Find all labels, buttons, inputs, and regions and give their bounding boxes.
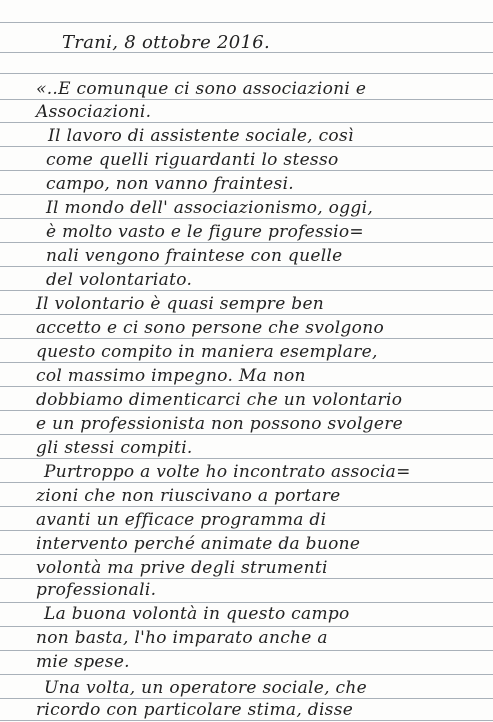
ruled-line (0, 242, 493, 243)
text-line: Il lavoro di assistente sociale, così (48, 126, 354, 146)
date-line: Trani, 8 ottobre 2016. (62, 32, 271, 53)
ruled-line (0, 530, 493, 531)
text-line: Purtroppo a volte ho incontrato associa= (44, 462, 411, 482)
ruled-line (0, 314, 493, 315)
ruled-line (0, 626, 493, 627)
ruled-line (0, 674, 493, 675)
text-line: Una volta, un operatore sociale, che (44, 678, 367, 698)
text-line: mie spese. (36, 652, 130, 672)
text-line: come quelli riguardanti lo stesso (46, 150, 339, 170)
text-line: Il volontario è quasi sempre ben (36, 294, 325, 314)
text-line: col massimo impegno. Ma non (36, 366, 306, 386)
ruled-line (0, 146, 493, 147)
ruled-line (0, 290, 493, 291)
text-line: professionali. (36, 580, 157, 600)
ruled-line (0, 99, 493, 100)
ruled-line (0, 482, 493, 483)
ruled-line (0, 122, 493, 123)
text-line: La buona volontà in questo campo (44, 604, 350, 624)
text-line: volontà ma prive degli strumenti (36, 558, 328, 578)
text-line: accetto e ci sono persone che svolgono (36, 318, 384, 338)
ruled-line (0, 410, 493, 411)
text-line: del volontariato. (46, 270, 193, 290)
text-line: non basta, l'ho imparato anche a (36, 628, 328, 648)
ruled-line (0, 720, 493, 721)
ruled-line (0, 266, 493, 267)
text-line: è molto vasto e le figure professio= (46, 222, 364, 242)
ruled-line (0, 386, 493, 387)
ruled-line (0, 194, 493, 195)
text-line: avanti un efficace programma di (36, 510, 327, 530)
ruled-line (0, 506, 493, 507)
text-line: e un professionista non possono svolgere (36, 414, 404, 434)
ruled-line (0, 554, 493, 555)
ruled-line (0, 578, 493, 579)
ruled-line (0, 434, 493, 435)
text-line: questo compito in maniera esemplare, (36, 342, 378, 362)
ruled-line (0, 602, 493, 603)
ruled-line (0, 650, 493, 651)
ruled-line (0, 362, 493, 363)
text-line: zioni che non riuscivano a portare (36, 486, 341, 506)
text-line: dobbiamo dimenticarci che un volontario (36, 390, 403, 410)
ruled-line (0, 458, 493, 459)
text-line: Associazioni. (36, 102, 152, 122)
ruled-line (0, 338, 493, 339)
ruled-line (0, 698, 493, 699)
text-line: nali vengono fraintese con quelle (46, 246, 343, 266)
text-line: campo, non vanno fraintesi. (46, 174, 295, 194)
text-line: «..E comunque ci sono associazioni e (36, 79, 367, 99)
ruled-line (0, 218, 493, 219)
ruled-line (0, 73, 493, 74)
text-line: intervento perché animate da buone (36, 534, 361, 554)
ruled-line (0, 170, 493, 171)
text-line: gli stessi compiti. (36, 438, 193, 458)
ruled-line (0, 22, 493, 23)
text-line: Il mondo dell' associazionismo, oggi, (46, 198, 374, 218)
text-line: ricordo con particolare stima, disse (36, 700, 354, 720)
